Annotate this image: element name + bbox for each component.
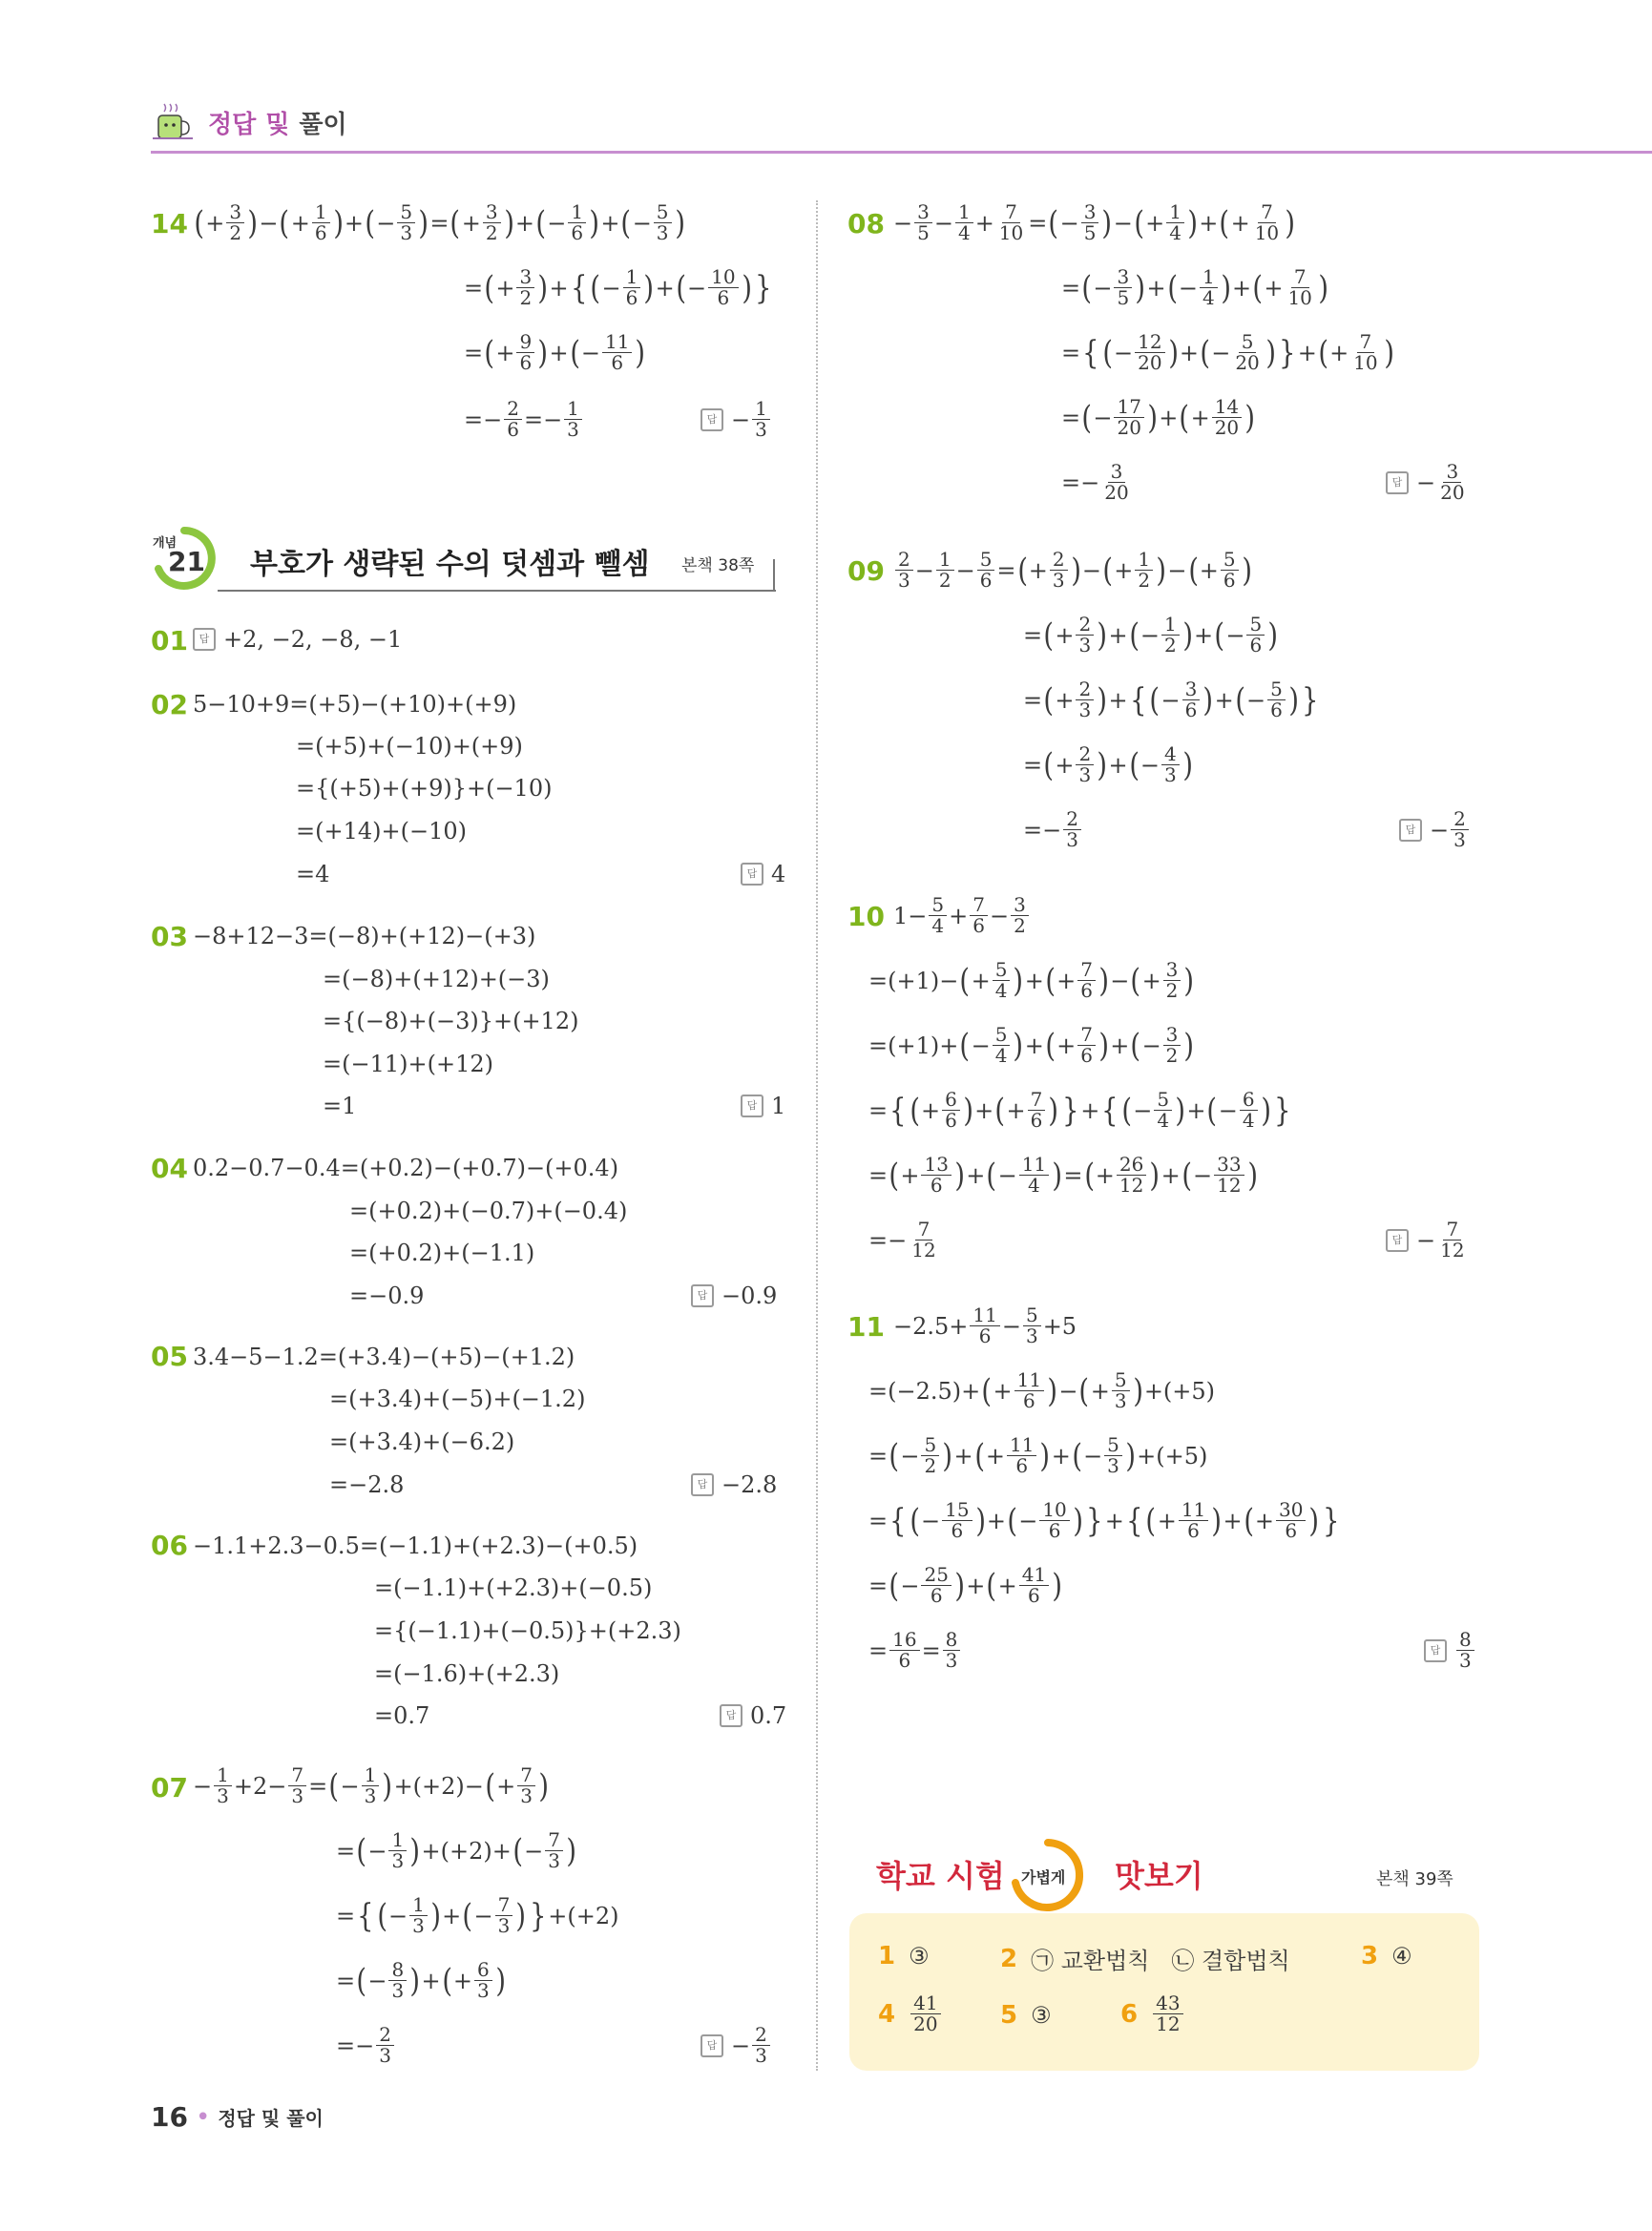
problem-07-line-5: =− 2 3	[336, 2025, 396, 2066]
problem-14-line-3: = ( + 9 6 ) + ( − 11 6 )	[464, 330, 646, 374]
test-ring-text: 가볍게	[1021, 1868, 1066, 1887]
test-item-3	[1361, 1942, 1412, 1970]
problem-11-answer: 답 8 3	[1424, 1630, 1476, 1671]
problem-08-line-4: = ( − 17 20 ) + ( + 14 20 )	[1061, 395, 1256, 439]
test-item-6	[1120, 1993, 1185, 2034]
concept-underline-end	[773, 559, 775, 590]
concept-title: 부호가 생략된 수의 덧셈과 뺄셈	[250, 548, 650, 581]
problem-01-number: 01	[151, 625, 188, 657]
footer-dot: •	[195, 2102, 211, 2132]
problem-05-line-3: =(+3.4)+(−6.2)	[329, 1428, 515, 1455]
problem-02-line-3: ={(+5)+(+9)}+(−10)	[296, 775, 553, 802]
problem-14-line-4: =− 2 6 =− 1 3	[464, 399, 584, 440]
problem-14-line-2: = ( + 3 2 ) + { ( − 1 6 ) + ( − 10 6 ) }	[464, 265, 772, 309]
concept-underline	[218, 590, 776, 592]
answer-icon: 답	[720, 1704, 742, 1727]
test-item-2	[1000, 1942, 1290, 1975]
test-item-answer: ③	[1031, 2002, 1052, 2029]
test-item-1	[878, 1942, 930, 1970]
answer-icon: 답	[193, 628, 216, 651]
problem-14-answer: 답 − 1 3	[701, 399, 772, 440]
problem-10-line-3: =(+1)+ ( − 5 4 ) + ( + 7 6 ) + ( − 3 2 )	[868, 1023, 1195, 1067]
problem-10-line-6: =− 7 12	[868, 1218, 936, 1261]
test-answer-box	[849, 1913, 1479, 2071]
problem-02-number: 02	[151, 689, 188, 720]
problem-05-answer-text: −2.8	[721, 1471, 778, 1498]
problem-02-answer	[741, 861, 785, 887]
problem-11-number: 11	[847, 1311, 885, 1343]
problem-14-number: 14	[151, 208, 188, 240]
problem-09-answer: 답 − 2 3	[1399, 809, 1471, 850]
test-item-4	[878, 1993, 943, 2034]
problem-09-line-2: = ( + 2 3 ) + ( − 1 2 ) + ( − 5 6 )	[1023, 613, 1279, 657]
problem-05-line-1: 3.4−5−1.2=(+3.4)−(+5)−(+1.2)	[193, 1344, 575, 1370]
problem-07-line-2: = ( − 1 3 ) +(+2)+ ( − 7 3 )	[336, 1828, 576, 1872]
answer-icon: 답	[1424, 1639, 1447, 1662]
test-item-number: 1	[878, 1942, 896, 1970]
problem-10-line-1: 1− 5 4 + 7 6 − 3 2	[893, 895, 1031, 936]
test-title-right: 맛보기	[1115, 1858, 1203, 1894]
page-number: 16	[151, 2101, 188, 2133]
header-divider	[151, 151, 1652, 154]
problem-08-line-1: − 3 5 − 1 4 + 7 10 = ( − 3 5 ) − ( + 1 4 ) + ( + 7 10 )	[893, 200, 1296, 244]
test-item-answer: 43 12	[1153, 1993, 1182, 2034]
problem-05-line-4: =−2.8	[329, 1471, 405, 1498]
footer-label: 정답 및 풀이	[218, 2107, 324, 2130]
problem-06-line-4: =(−1.6)+(+2.3)	[374, 1660, 560, 1687]
problem-01-answer-text: +2, −2, −8, −1	[223, 626, 403, 653]
mug-icon	[151, 100, 195, 144]
problem-04-line-4: =−0.9	[349, 1282, 425, 1309]
problem-11-line-2: =(−2.5)+ ( + 11 6 ) − ( + 5 3 ) +(+5)	[868, 1368, 1216, 1412]
concept-tag: 개념	[153, 536, 178, 551]
page-header	[151, 94, 347, 151]
problem-03-line-1: −8+12−3=(−8)+(+12)−(+3)	[193, 923, 536, 949]
problem-03-answer	[741, 1093, 785, 1119]
problem-03-line-2: =(−8)+(+12)+(−3)	[323, 966, 550, 992]
test-item-number: 6	[1120, 1999, 1139, 2029]
problem-03-answer-text: 1	[771, 1093, 786, 1119]
problem-11-line-5: = ( − 25 6 ) + ( + 41 6 )	[868, 1563, 1063, 1607]
test-item-number: 2	[1000, 1944, 1018, 1973]
problem-08-answer: 답 − 3 20	[1386, 462, 1470, 503]
answer-icon: 답	[1386, 471, 1409, 494]
test-item-answer: 41 20	[910, 1993, 940, 2034]
concept-number: 21	[168, 546, 205, 577]
problem-04-answer	[691, 1282, 777, 1309]
test-item-number: 5	[1000, 2001, 1018, 2030]
problem-05-number: 05	[151, 1341, 188, 1372]
problem-09-number: 09	[847, 555, 885, 587]
column-divider	[816, 200, 818, 2071]
problem-08-line-3: = { ( − 12 20 ) + ( − 5 20 ) } + ( + 7 10 )	[1061, 330, 1394, 374]
problem-03-line-3: ={(−8)+(−3)}+(+12)	[323, 1008, 579, 1034]
problem-02-line-4: =(+14)+(−10)	[296, 818, 467, 844]
problem-04-answer-text: −0.9	[721, 1282, 778, 1309]
problem-02-line-2: =(+5)+(−10)+(+9)	[296, 733, 523, 760]
problem-05-answer	[691, 1471, 777, 1498]
problem-02-line-1: 5−10+9=(+5)−(+10)+(+9)	[193, 691, 517, 718]
problem-08-line-2: = ( − 3 5 ) + ( − 1 4 ) + ( + 7 10 )	[1061, 265, 1328, 309]
problem-10-line-2: =(+1)− ( + 5 4 ) + ( + 7 6 ) − ( + 3 2 )	[868, 958, 1195, 1002]
problem-08-number: 08	[847, 208, 885, 240]
problem-10-answer: 답 − 7 12	[1386, 1220, 1470, 1261]
problem-06-line-3: ={(−1.1)+(−0.5)}+(+2.3)	[374, 1617, 681, 1644]
problem-09-line-4: = ( + 2 3 ) + ( − 4 3 )	[1023, 742, 1193, 786]
problem-11-line-1: −2.5+ 11 6 − 5 3 +5	[893, 1303, 1077, 1347]
test-item-answer: ④	[1391, 1943, 1412, 1970]
problem-05-line-2: =(+3.4)+(−5)+(−1.2)	[329, 1386, 586, 1412]
problem-04-line-1: 0.2−0.7−0.4=(+0.2)−(+0.7)−(+0.4)	[193, 1155, 619, 1181]
page-footer	[151, 2101, 324, 2133]
problem-07-answer: 답 − 2 3	[701, 2025, 772, 2066]
problem-10-line-5: = ( + 13 6 ) + ( − 11 4 ) = ( + 26 12 ) + ( − 33 12 )	[868, 1153, 1258, 1197]
problem-06-number: 06	[151, 1530, 188, 1561]
problem-07-number: 07	[151, 1772, 188, 1804]
problem-06-line-5: =0.7	[374, 1702, 430, 1729]
problem-11-line-4: = { ( − 15 6 ) + ( − 10 6 ) } + { ( + 11 6 ) + ( + 30 6 ) }	[868, 1498, 1340, 1542]
problem-10-number: 10	[847, 901, 885, 932]
problem-03-line-5: =1	[323, 1093, 357, 1119]
problem-06-answer-text: 0.7	[750, 1702, 787, 1729]
problem-09-line-1: 2 3 − 1 2 − 5 6 = ( + 2 3 ) − ( + 1 2 ) − ( + 5 6 )	[893, 550, 1253, 591]
answer-icon: 답	[691, 1284, 714, 1307]
problem-08-line-5: =− 3 20	[1061, 460, 1129, 504]
concept-header	[151, 523, 781, 594]
problem-14-line-1: ( + 3 2 ) − ( + 1 6 ) + ( − 5 3 ) = ( + 3 2 ) + ( − 1 6 ) + ( − 5 3 )	[194, 200, 685, 244]
answer-icon: 답	[741, 1095, 763, 1117]
concept-reference: 본책 38쪽	[681, 556, 755, 575]
test-item-number: 4	[878, 1999, 896, 2029]
problem-07-line-1: − 1 3 +2− 7 3 = ( − 1 3 ) +(+2)− ( + 7 3 )	[193, 1763, 549, 1807]
answer-icon: 답	[1399, 819, 1422, 842]
answer-icon: 답	[1386, 1229, 1409, 1252]
test-title-left: 학교 시험	[876, 1858, 1005, 1894]
answer-icon: 답	[701, 408, 723, 431]
test-item-number: 3	[1361, 1942, 1379, 1970]
test-item-answer: ③	[909, 1943, 930, 1970]
problem-09-line-5: =− 2 3	[1023, 809, 1083, 850]
answer-icon: 답	[741, 863, 763, 886]
problem-02-answer-text: 4	[771, 861, 786, 887]
header-title-and: 및	[265, 110, 290, 139]
problem-11-line-3: = ( − 5 2 ) + ( + 11 6 ) + ( − 5 3 ) +(+5)	[868, 1433, 1208, 1477]
problem-03-number: 03	[151, 921, 188, 952]
answer-icon: 답	[701, 2034, 723, 2057]
problem-06-answer	[720, 1702, 786, 1729]
problem-09-line-3: = ( + 2 3 ) + { ( − 3 6 ) + ( − 5 6 ) }	[1023, 678, 1319, 721]
answer-icon: 답	[691, 1473, 714, 1496]
problem-02-line-5: =4	[296, 861, 330, 887]
test-item-5	[1000, 2001, 1052, 2030]
problem-11-line-6: = 16 6 = 8 3	[868, 1630, 962, 1671]
header-title-answer: 정답	[208, 110, 257, 139]
problem-01-answer	[193, 626, 402, 653]
problem-07-line-3: = { ( − 1 3 ) + ( − 7 3 ) } +(+2)	[336, 1893, 619, 1937]
header-title-solution: 풀이	[299, 110, 347, 139]
problem-06-line-2: =(−1.1)+(+2.3)+(−0.5)	[374, 1574, 653, 1601]
problem-10-line-4: = { ( + 6 6 ) + ( + 7 6 ) } + { ( − 5 4 ) + ( − 6 4 ) }	[868, 1088, 1291, 1132]
problem-04-number: 04	[151, 1153, 188, 1184]
problem-06-line-1: −1.1+2.3−0.5=(−1.1)+(+2.3)−(+0.5)	[193, 1533, 638, 1559]
problem-04-line-2: =(+0.2)+(−0.7)+(−0.4)	[349, 1198, 628, 1224]
problem-03-line-4: =(−11)+(+12)	[323, 1051, 493, 1077]
test-section-title	[876, 1837, 1487, 1904]
test-reference: 본책 39쪽	[1376, 1869, 1453, 1889]
test-item-answer: ㉠ 교환법칙 ㉡ 결합법칙	[1031, 1948, 1290, 1974]
problem-07-line-4: = ( − 8 3 ) + ( + 6 3 )	[336, 1958, 506, 2002]
problem-04-line-3: =(+0.2)+(−1.1)	[349, 1240, 535, 1266]
